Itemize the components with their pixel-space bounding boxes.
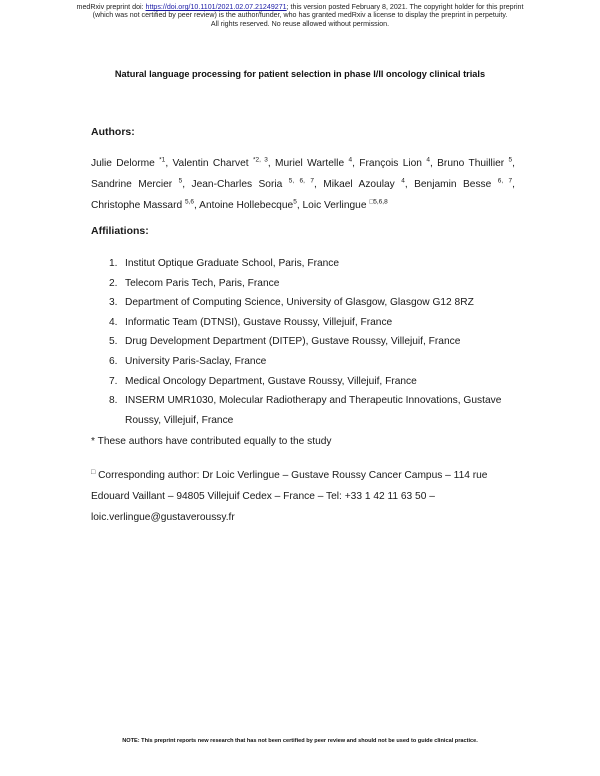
author xyxy=(275,158,359,169)
author xyxy=(91,158,173,169)
author-name: Christophe Massard xyxy=(91,200,185,211)
author-affiliation-sup: *2, 3 xyxy=(252,156,268,164)
authors-heading: Authors: xyxy=(91,126,135,138)
author-affiliation-sup: 5 xyxy=(293,198,297,206)
affiliation-text: Medical Oncology Department, Gustave Roussy, Villejuif, France xyxy=(125,375,417,387)
author-name: Benjamin Besse xyxy=(414,179,498,190)
affiliation-text: Telecom Paris Tech, Paris, France xyxy=(125,277,280,289)
author-name: François Lion xyxy=(359,158,427,169)
author-affiliation-sup: □5,6,8 xyxy=(369,198,388,206)
author-affiliation-sup: 4 xyxy=(426,156,430,164)
corresponding-text: Corresponding author: Dr Loic Verlingue – Gustave Roussy Cancer Campus – 114 rue Edouard Vaillant – 94805 Villejuif Cedex – France – Tel: +33 1 42 11 63 50 – loic.verlingue@gustaveroussy.fr xyxy=(91,470,488,523)
paper-title: Natural language processing for patient selection in phase I/II oncology clinical trials xyxy=(114,69,486,79)
affiliation-text: Drug Development Department (DITEP), Gustave Roussy, Villejuif, France xyxy=(125,336,461,348)
corresponding-mark: □ xyxy=(91,469,96,476)
author-affiliation-sup: 5,6 xyxy=(185,198,195,206)
author-affiliation-sup: *1 xyxy=(159,156,166,164)
author-name: Muriel Wartelle xyxy=(275,158,349,169)
author-affiliation-sup: 5, 6, 7 xyxy=(288,177,314,185)
author xyxy=(91,200,199,211)
affiliation-item xyxy=(91,332,523,352)
author-separator: , xyxy=(296,200,303,211)
author-affiliation-sup: 6, 7 xyxy=(497,177,513,185)
author-separator: , xyxy=(267,158,276,169)
author-separator: , xyxy=(165,158,173,169)
affiliation-text: Informatic Team (DTNSI), Gustave Roussy, Villejuif, France xyxy=(125,316,393,328)
affiliation-item xyxy=(91,313,523,333)
header-line-2: (which was not certified by peer review) is the author/funder, who has granted medRxiv a license to display the preprint in perpetuity. xyxy=(92,11,508,20)
author xyxy=(173,158,276,169)
author-name: Antoine Hollebecque xyxy=(199,200,294,211)
doi-link[interactable]: https://doi.org/10.1101/2021.02.07.21249271 xyxy=(145,3,287,11)
footer-note: NOTE: This preprint reports new research that has not been certified by peer review and should not be used to guide clinical practice. xyxy=(122,738,478,744)
header-doi-prefix: medRxiv preprint doi: xyxy=(76,3,146,11)
affiliation-number: 3. xyxy=(109,297,118,309)
author xyxy=(437,158,515,169)
header-line-1 xyxy=(0,3,600,11)
author-name: Sandrine Mercier xyxy=(91,179,179,190)
affiliation-text: INSERM UMR1030, Molecular Radiotherapy and Therapeutic Innovations, Gustave Roussy, Villejuif, France xyxy=(125,395,502,426)
equal-contribution-note: * These authors have contributed equally to the study xyxy=(91,436,332,447)
affiliation-number: 1. xyxy=(109,258,118,269)
author-separator: , xyxy=(352,158,360,169)
author-name: Loic Verlingue xyxy=(302,200,370,211)
affiliation-item xyxy=(91,352,523,372)
corresponding-author xyxy=(91,462,511,528)
affiliation-item xyxy=(91,293,523,313)
author-separator: , xyxy=(512,179,516,190)
author-list xyxy=(91,153,515,216)
affiliation-item xyxy=(91,274,523,294)
affiliation-number: 7. xyxy=(109,375,118,387)
affiliation-text: University Paris-Saclay, France xyxy=(125,355,267,367)
author-affiliation-sup: 4 xyxy=(348,156,353,164)
author xyxy=(359,158,437,169)
author-affiliation-sup: 5 xyxy=(178,177,183,185)
author xyxy=(191,179,323,190)
affiliation-number: 5. xyxy=(109,336,118,348)
author-name: Jean-Charles Soria xyxy=(191,179,289,190)
author-name: Mikael Azoulay xyxy=(323,179,402,190)
affiliation-text: Institut Optique Graduate School, Paris, France xyxy=(125,258,340,269)
affiliation-list xyxy=(91,254,523,430)
author xyxy=(302,200,387,211)
author-separator: , xyxy=(512,158,515,169)
author-separator: , xyxy=(404,179,415,190)
author xyxy=(414,179,515,190)
author-name: Valentin Charvet xyxy=(172,158,253,169)
affiliation-number: 2. xyxy=(109,277,118,289)
author-name: Bruno Thuillier xyxy=(437,158,509,169)
affiliations-heading: Affiliations: xyxy=(91,225,149,237)
author-name: Julie Delorme xyxy=(91,158,160,169)
affiliation-item xyxy=(91,372,523,392)
author-separator: , xyxy=(313,179,324,190)
affiliation-item xyxy=(91,254,523,274)
preprint-header xyxy=(0,3,600,28)
author-separator: , xyxy=(429,158,438,169)
author-separator: , xyxy=(194,200,200,211)
author xyxy=(91,179,191,190)
header-line-3: All rights reserved. No reuse allowed without permission. xyxy=(210,19,390,28)
affiliation-number: 4. xyxy=(109,316,118,328)
author-separator: , xyxy=(182,179,192,190)
author xyxy=(199,200,302,211)
header-line1-suffix: ; this version posted February 8, 2021. The copyright holder for this preprint xyxy=(286,3,524,11)
author xyxy=(323,179,414,190)
affiliation-text: Department of Computing Science, University of Glasgow, Glasgow G12 8RZ xyxy=(125,297,474,309)
author-affiliation-sup: 5 xyxy=(508,156,513,164)
affiliation-number: 8. xyxy=(109,395,118,407)
affiliation-item xyxy=(91,391,523,430)
author-affiliation-sup: 4 xyxy=(401,177,405,185)
affiliation-number: 6. xyxy=(109,355,118,367)
